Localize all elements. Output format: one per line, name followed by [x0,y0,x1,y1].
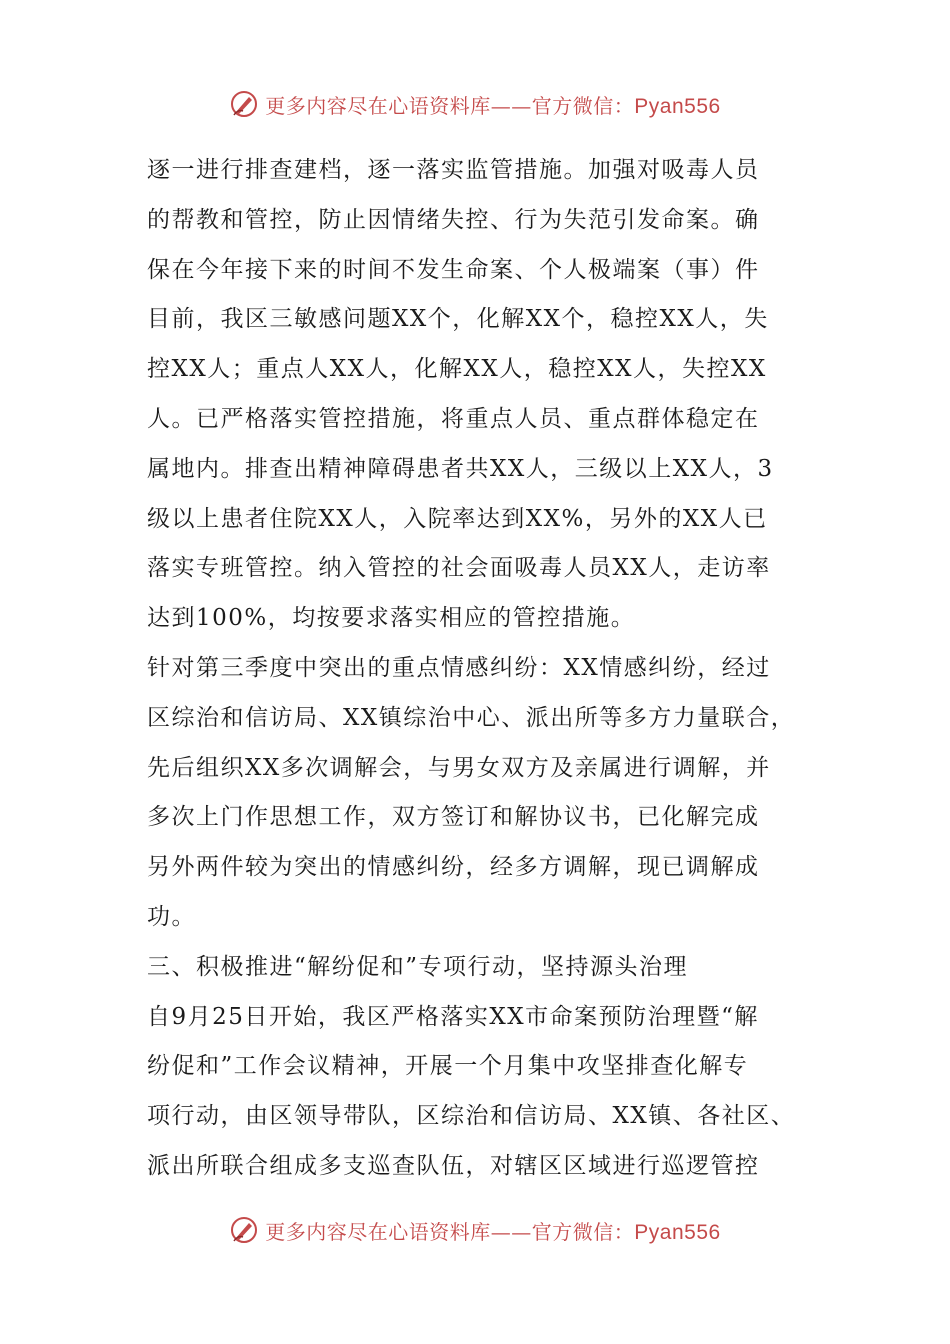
body-line: 功。 [147,903,196,930]
body-line: 达到100%，均按要求落实相应的管控措施。 [147,605,636,632]
body-line: 目前，我区三敏感问题XX个，化解XX个，稳控XX人，失 [147,306,769,333]
body-line: 逐一进行排查建档，逐一落实监管措施。加强对吸毒人员 [147,157,760,183]
watermark-account: Pyan556 [634,1220,721,1244]
watermark-text [265,90,720,119]
body-line: 自9月25日开始，我区严格落实XX市命案预防治理暨“解 [147,1003,759,1030]
watermark-brand: 更多内容尽在心语资料库 [265,93,491,118]
body-line: 属地内。排查出精神障碍患者共XX人，三级以上XX人，3 [147,455,774,482]
body-line: 人。已严格落实管控措施，将重点人员、重点群体稳定在 [147,405,760,432]
document-body [147,146,819,1192]
watermark-separator: —— [490,93,532,118]
pen-logo-icon [229,89,259,119]
watermark-contact-prefix: 官方微信： [531,93,635,118]
section-heading: 三、积极推进“解纷促和”专项行动，坚持源头治理 [147,953,689,980]
body-line: 保在今年接下来的时间不发生命案、个人极端案（事）件 [147,256,760,283]
body-line: 落实专班管控。纳入管控的社会面吸毒人员XX人，走访率 [147,555,771,582]
watermark-contact-prefix: 官方微信： [531,1219,635,1244]
body-line: 多次上门作思想工作，双方签订和解协议书，已化解完成 [147,804,760,831]
watermark-brand: 更多内容尽在心语资料库 [265,1219,491,1244]
body-line: 项行动，由区领导带队，区综治和信访局、XX镇、各社区、 [147,1103,796,1130]
body-line: 的帮教和管控，防止因情绪失控、行为失范引发命案。确 [147,206,760,233]
watermark-banner-top [0,84,950,124]
watermark-text [265,1216,720,1245]
watermark-account: Pyan556 [634,94,721,118]
pen-logo-icon [229,1215,259,1245]
body-line: 级以上患者住院XX人，入院率达到XX%，另外的XX人已 [147,505,768,532]
watermark-banner-bottom [0,1210,950,1250]
watermark-separator: —— [490,1219,532,1244]
body-line: 派出所联合组成多支巡查队伍，对辖区区域进行巡逻管控 [147,1152,760,1179]
body-line: 纷促和”工作会议精神，开展一个月集中攻坚排查化解专 [147,1053,749,1080]
body-line: 区综治和信访局、XX镇综治中心、派出所等多方力量联合， [147,704,796,731]
body-line: 另外两件较为突出的情感纠纷，经多方调解，现已调解成 [147,854,760,881]
body-line: 先后组织XX多次调解会，与男女双方及亲属进行调解，并 [147,754,771,781]
body-line: 控XX人；重点人XX人，化解XX人，稳控XX人，失控XX [147,356,767,383]
body-line: 针对第三季度中突出的重点情感纠纷：XX情感纠纷，经过 [147,654,771,681]
